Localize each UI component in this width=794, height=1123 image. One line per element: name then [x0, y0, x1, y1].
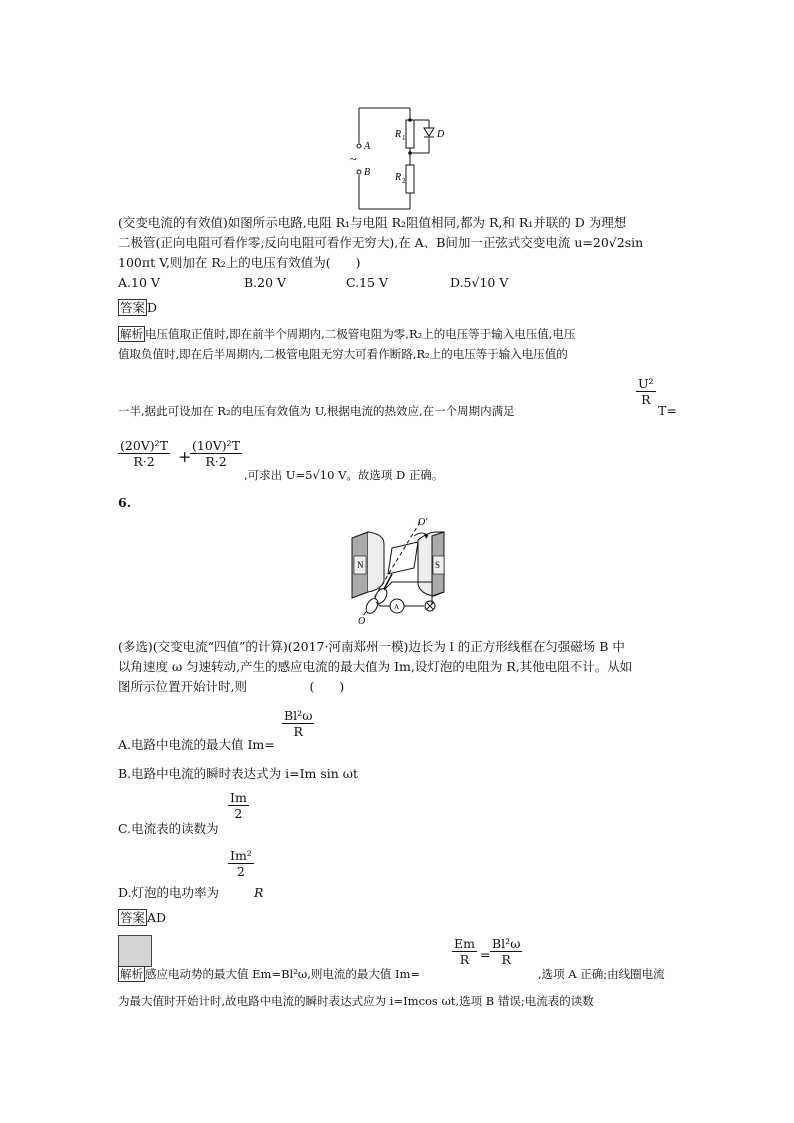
q6-stem-line-1: (多选)(交变电流“四值”的计算)(2017·河南郑州一模)边长为 l 的正方形线框在匀强磁场 B 中 — [118, 639, 625, 654]
q6-stem-line-3: 图所示位置开始计时,则 ( ) — [118, 679, 345, 694]
r2-label: R — [395, 172, 402, 183]
q6-number: 6. — [118, 495, 132, 510]
q6-option-d-fraction: $\frac{\text{Im²}}{2}$ — [230, 848, 252, 879]
q5-option-c: C.15 V — [346, 275, 388, 290]
formula-u2-over-r: $\frac{\text{U²}}{R}$ — [638, 376, 654, 407]
q6-option-c-fraction: $\frac{Im}{2}$ — [230, 790, 247, 821]
q6-analysis-line-1 — [118, 965, 420, 983]
q6-option-c: C.电流表的读数为 — [118, 821, 219, 836]
answer-label: 答案 — [120, 910, 146, 925]
analysis-marker-box — [118, 935, 152, 967]
q6-option-d: D.灯泡的电功率为 — [118, 885, 220, 900]
formula-em-over-r: $\frac{Em}{R}$ — [454, 936, 475, 967]
magnet-n-label: N — [357, 560, 364, 570]
q5-analysis-end: ,可求出 U=5√10 V。故选项 D 正确。 — [244, 468, 444, 482]
q5-option-b: B.20 V — [244, 275, 287, 290]
formula-equals: = — [480, 947, 491, 962]
q6-answer — [118, 909, 166, 927]
answer-value: D — [147, 300, 158, 315]
q6-stem-line-2: 以角速度 ω 匀速转动,产生的感应电流的最大值为 Im,设灯泡的电阻为 R,其他电阻不计。从如 — [118, 659, 633, 674]
q5-option-d: D.5√10 V — [450, 275, 509, 290]
q5-option-a: A.10 V — [118, 275, 160, 290]
ac-source-symbol: ~ — [350, 152, 357, 166]
r2-label-sub: 2 — [402, 177, 406, 185]
formula-fraction-2: $\frac{\text{(10V)²T}}{R\cdot 2}$ — [192, 438, 241, 469]
q6-option-a: A.电路中电流的最大值 Im= — [118, 737, 275, 752]
q5-analysis-line-3: 一半,据此可设加在 R₂的电压有效值为 U,根据电流的热效应,在一个周期内满足 — [118, 404, 515, 418]
q5-stem-line-3: 100πt V,则加在 R₂上的电压有效值为( ) — [118, 255, 361, 270]
axis-o-prime-label: O′ — [418, 517, 428, 528]
r1-label-sub: 1 — [402, 134, 406, 142]
diode-label: D — [437, 129, 445, 140]
magnet-s-label: S — [435, 560, 441, 570]
analysis-text: 感应电动势的最大值 Em=Bl²ω,则电流的最大值 Im= — [145, 967, 421, 981]
r1-label: R — [395, 129, 402, 140]
q5-stem-line-2: 二极管(正向电阻可看作零,反向电阻可看作无穷大),在 A、B间加一正弦式交变电流 u=20√2sin — [118, 235, 644, 250]
terminal-b-label: B — [364, 167, 371, 178]
q6-analysis-line-1-tail: ,选项 A 正确;由线圈电流 — [538, 967, 665, 981]
formula-t-equals: T= — [658, 403, 677, 418]
formula-fraction-1: $\frac{\text{(20V)²T}}{R\cdot 2}$ — [120, 438, 169, 469]
answer-label: 答案 — [120, 300, 146, 315]
q6-analysis-line-2: 为最大值时开始计时,故电路中电流的瞬时表达式应为 i=Imcos ωt,选项 B 错误;电流表的读数 — [118, 994, 594, 1008]
analysis-text: 电压值取正值时,即在前半个周期内,二极管电阻为零,R₂上的电压等于输入电压值,电压 — [145, 327, 576, 341]
q6-option-a-fraction: $\frac{\text{Bl²ω}}{R}$ — [284, 708, 313, 739]
q6-option-d-tail: R — [254, 885, 264, 900]
q5-analysis-line-2: 值取负值时,即在后半周期内,二极管电阻无穷大可看作断路,R₂上的电压等于输入电压值的 — [118, 347, 568, 361]
analysis-label: 解析 — [120, 967, 143, 981]
q6-option-b: B.电路中电流的瞬时表达式为 i=Im sin ωt — [118, 766, 359, 781]
answer-value: AD — [147, 910, 167, 925]
formula-plus: + — [178, 447, 192, 466]
ammeter-label: A — [394, 603, 400, 611]
formula-bl2w-over-r: $\frac{\text{Bl²ω}}{R}$ — [492, 936, 521, 967]
axis-o-label: O — [358, 616, 366, 627]
analysis-label: 解析 — [120, 327, 143, 341]
q5-stem-line-1: (交变电流的有效值)如图所示电路,电阻 R₁与电阻 R₂阻值相同,都为 R,和 R₁并联的 D 为理想 — [118, 215, 627, 230]
terminal-a-label: A — [364, 141, 371, 152]
